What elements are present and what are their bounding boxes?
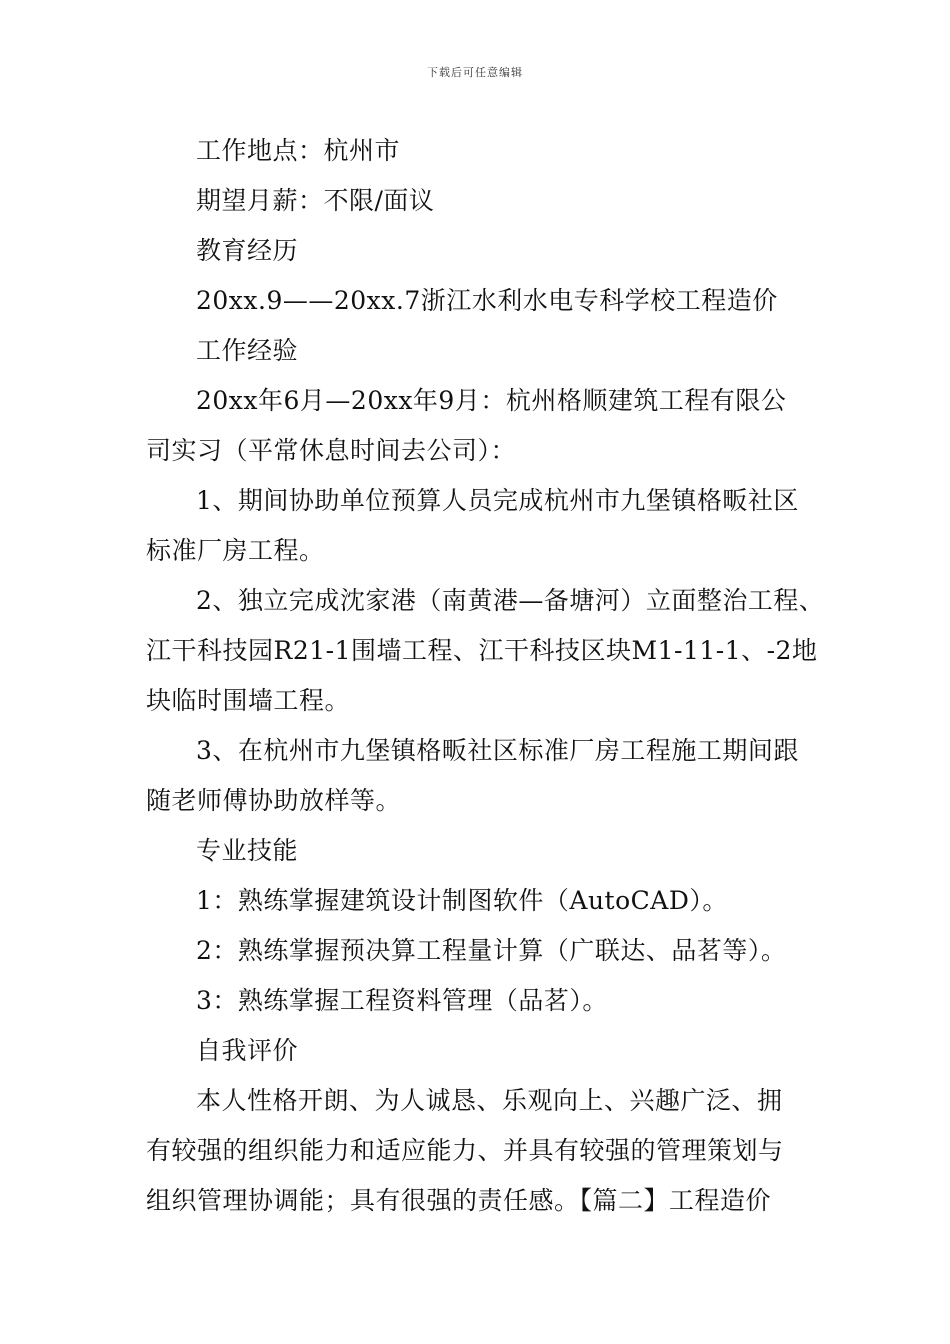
experience-entry-line: 20xx年6月—20xx年9月：杭州格顺建筑工程有限公 <box>196 386 787 415</box>
resume-body <box>146 126 825 1226</box>
self-evaluation-line: 本人性格开朗、为人诚恳、乐观向上、兴趣广泛、拥 <box>196 1086 783 1115</box>
self-evaluation-line: 有较强的组织能力和适应能力、并具有较强的管理策划与 <box>146 1136 784 1165</box>
experience-heading: 工作经验 <box>196 336 299 365</box>
experience-item-line: 江干科技园R21-1围墙工程、江干科技区块M1-11-1、-2地 <box>146 636 818 665</box>
experience-item-line: 3、在杭州市九堡镇格畈社区标准厂房工程施工期间跟 <box>196 736 799 765</box>
self-evaluation-heading: 自我评价 <box>196 1036 299 1065</box>
education-heading: 教育经历 <box>196 236 299 265</box>
experience-item-line: 2、独立完成沈家港（南黄港—备塘河）立面整治工程、 <box>196 586 825 615</box>
education-entry: 20xx.9——20xx.7浙江水利水电专科学校工程造价 <box>196 286 778 315</box>
experience-entry-line: 司实习（平常休息时间去公司）： <box>146 436 517 465</box>
work-location-line: 工作地点：杭州市 <box>196 136 401 165</box>
download-note: 下载后可任意编辑 <box>427 66 523 79</box>
experience-item-line: 随老师傅协助放样等。 <box>146 786 402 815</box>
experience-item-line: 1、期间协助单位预算人员完成杭州市九堡镇格畈社区 <box>196 486 799 515</box>
skill-item: 3：熟练掌握工程资料管理（品茗）。 <box>196 986 608 1015</box>
skill-item: 2：熟练掌握预决算工程量计算（广联达、品茗等）。 <box>196 936 787 965</box>
skill-item: 1：熟练掌握建筑设计制图软件（AutoCAD）。 <box>196 886 728 915</box>
expected-salary-line: 期望月薪：不限/面议 <box>196 186 435 215</box>
experience-item-line: 标准厂房工程。 <box>146 536 325 565</box>
skills-heading: 专业技能 <box>196 836 299 865</box>
experience-item-line: 块临时围墙工程。 <box>146 686 351 715</box>
self-evaluation-line: 组织管理协调能；具有很强的责任感。【篇二】工程造价 <box>146 1186 772 1215</box>
